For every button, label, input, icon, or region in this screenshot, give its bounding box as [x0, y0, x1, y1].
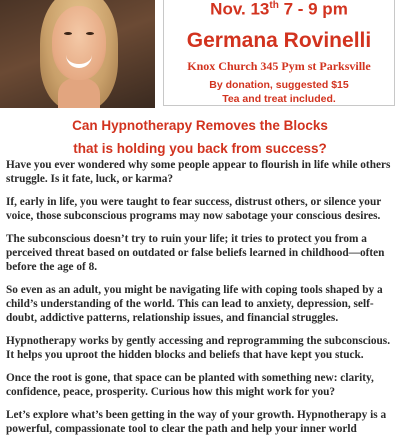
event-date	[164, 0, 394, 20]
presenter-name: Germana Rovinelli	[186, 28, 372, 52]
event-date-text: Nov. 13	[210, 0, 270, 19]
paragraph-4: So even as an adult, you might be navigating life with coping tools shaped by a child’s understanding of the world. This can lead to anxiety, depression, self-doubt, addictive patterns, relationship issues, and financial struggles.	[6, 284, 383, 324]
paragraph-1: Have you ever wondered why some people appear to flourish in life while others struggle. Is it fate, luck, or karma?	[6, 159, 391, 185]
event-donation: By donation, suggested $15	[209, 78, 349, 91]
event-details-box	[163, 0, 395, 106]
paragraph-3: The subconscious doesn’t try to ruin your life; it tries to protect you from a perceived threat based on outdated or false beliefs learned in childhood—often before the age of 8.	[6, 233, 385, 273]
photo-eye-right	[86, 32, 94, 35]
paragraph-7: Let’s explore what’s been getting in the way of your growth. Hypnotherapy is a powerful, compassionate tool to clear the path and help your inner world	[6, 409, 387, 435]
paragraph-6: Once the root is gone, that space can be planted with something new: clarity, confidence, peace, prosperity. Curious how this might work for you?	[6, 372, 374, 398]
photo-face	[52, 6, 106, 80]
event-time: 7 - 9 pm	[278, 0, 348, 19]
event-refreshments: Tea and treat included.	[222, 92, 336, 105]
photo-neck	[58, 78, 100, 108]
paragraph-2: If, early in life, you were taught to fear success, distrust others, or silence your voice, those subconscious programs may now sabotage your conscious desires.	[6, 196, 382, 222]
presenter-photo	[0, 0, 155, 108]
headline-line-1: Can Hypnotherapy Removes the Blocks	[72, 118, 328, 133]
headline-line-2: that is holding you back from success?	[73, 141, 327, 156]
event-venue: Knox Church 345 Pym st Parksville	[187, 58, 371, 73]
event-date-suffix: th	[269, 0, 279, 11]
photo-eye-left	[64, 32, 72, 35]
paragraph-5: Hypnotherapy works by gently accessing and reprogramming the subconscious. It helps you uproot the hidden blocks and beliefs that have kept you stuck.	[6, 335, 391, 361]
body-text	[6, 158, 396, 445]
headline	[0, 114, 400, 160]
